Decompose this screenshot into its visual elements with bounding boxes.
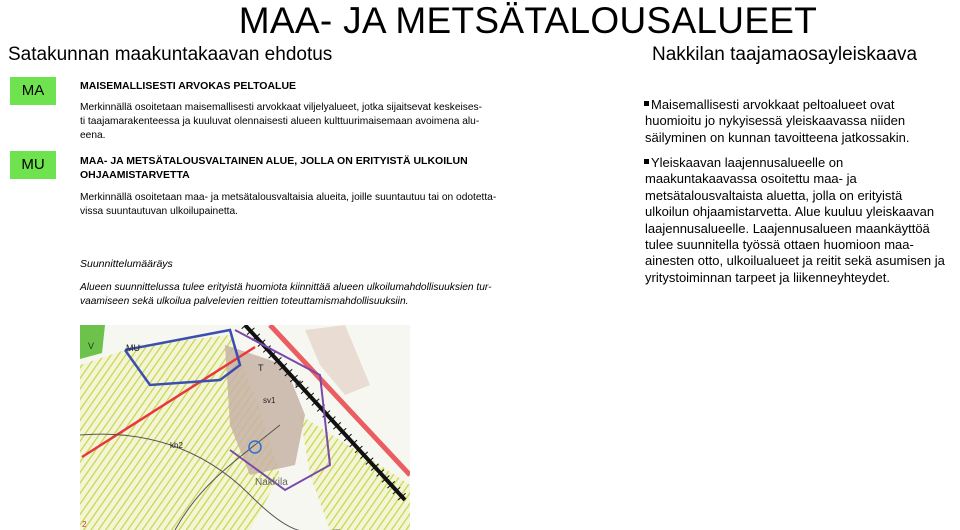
map-label-mu: MU [126,343,140,353]
bullet-line: huomioitu jo nykyisessä yleiskaavassa niiden [645,113,906,129]
master-plan-subheader: Nakkilan taajamaosayleiskaava [652,44,918,65]
bullet-line: Yleiskaavan laajennusalueelle on [651,155,844,170]
map-label-t1: t1 [295,379,303,389]
mu-description-line: vissa suuntautuvan ulkoilupainetta. [80,206,239,217]
bullet-item [645,155,957,286]
directive-text [80,281,492,309]
bullet-line: yritystoiminnan tarpeet ja liikenneyhteydet. [645,269,890,285]
map-page-number: 2 [82,520,87,529]
map-label-sv1: sv1 [263,396,276,405]
map-label-v: V [88,341,95,351]
ma-description-line: ti taajamarakenteessa ja kuuluvat olennaisesti alueen kulttuurimaisemaan avoimena alu- [80,116,480,127]
mu-heading [80,154,468,182]
bullet-line: ulkoilun ohjaamistarvetta. Alue kuuluu yleiskaavan [645,204,935,220]
ma-code-box: MA [10,77,56,105]
bullet-line: ainesten otto, ulkoilualueet ja reitit sekä asumisen ja [645,253,945,269]
bullet-line: Maisemallisesti arvokkaat peltoalueet ovat [651,97,895,112]
directive-line: vaamiseen sekä ulkoilua palvelevien reittien toteuttamismahdollisuuksiin. [80,296,409,307]
square-bullet-icon [644,101,649,106]
map-label-nakkila: Nakkila [255,477,288,488]
bullet-line: säilyminen on kunnan tavoitteena jatkossakin. [645,129,910,145]
mu-heading-line: MAA- JA METSÄTALOUSVALTAINEN ALUE, JOLLA ON ERITYISTÄ ULKOILUN [80,155,468,167]
regional-plan-subheader: Satakunnan maakuntakaavan ehdotus [8,44,333,65]
mu-description [80,191,496,219]
map-label-kh2: kh2 [170,441,183,450]
ma-description-line: eena. [80,130,106,141]
bullet-line: metsätalousvaltaista aluetta, jolla on erityistä [645,187,903,203]
mu-code-box: MU [10,151,56,179]
directive-line: Alueen suunnittelussa tulee erityistä huomiota kiinnittää alueen ulkoilumahdollisuuksien tur- [80,282,492,293]
bullet-line: laajennusalueelle. Laajennusalueen maankäyttöä [645,220,930,236]
ma-heading [80,79,296,93]
square-bullet-icon [644,159,649,164]
ma-description [80,101,482,143]
bullet-item [645,97,957,146]
ma-heading-line: MAISEMALLISESTI ARVOKAS PELTOALUE [80,80,297,92]
mu-heading-line: OHJAAMISTARVETTA [80,169,190,181]
ma-description-line: Merkinnällä osoitetaan maisemallisesti arvokkaat viljelyalueet, jotka sijaitsevat keskeises- [80,102,483,113]
mu-description-line: Merkinnällä osoitetaan maa- ja metsätalousvaltaisia alueita, joille suuntautuu tai on odotetta- [80,192,497,203]
plan-map [80,325,410,530]
bullet-line: maakuntakaavassa osoitettu maa- ja [645,171,857,187]
map-label-t: T [258,363,264,373]
bullet-line: tulee suunnitella työssä ottaen huomioon maa- [645,237,914,253]
directive-title: Suunnittelumääräys [80,258,173,270]
page-title: MAA- JA METSÄTALOUSALUEET [238,0,818,41]
